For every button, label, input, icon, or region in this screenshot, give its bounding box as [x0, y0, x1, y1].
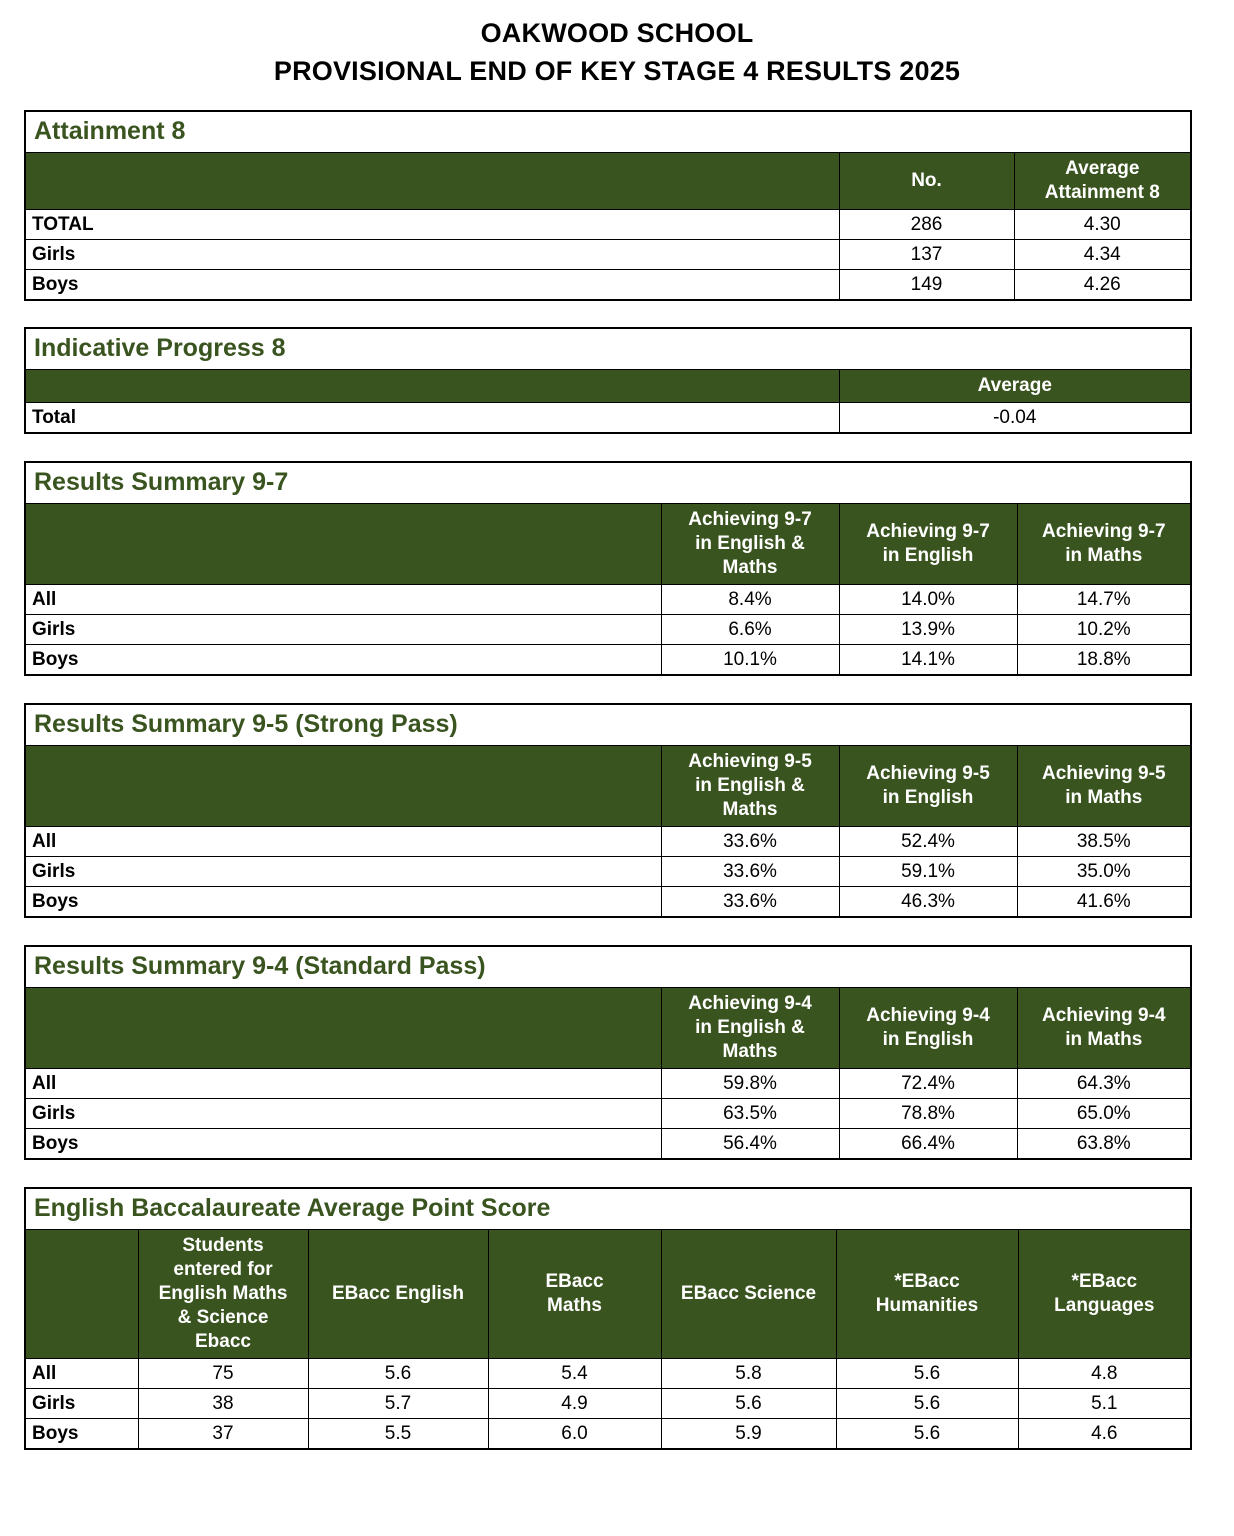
header-line-2: Languages [1054, 1295, 1155, 1316]
row-value-english: 46.3% [839, 887, 1017, 918]
row-value-maths: 10.2% [1017, 615, 1191, 645]
row-value-maths: 64.3% [1017, 1069, 1191, 1099]
header-line-1: Achieving 9-7 [688, 509, 812, 530]
spacer [0, 434, 1234, 461]
row-value-english-maths: 63.5% [661, 1099, 839, 1129]
results-summary-9-5-section-title-row [25, 704, 1191, 746]
row-value-languages: 4.6 [1018, 1419, 1191, 1450]
header-achieving-english [839, 988, 1017, 1069]
table-row [25, 857, 1191, 887]
attainment-8-block [24, 110, 1190, 301]
results-summary-9-7-table [24, 461, 1192, 676]
row-label: Boys [25, 887, 661, 918]
row-value-english: 5.7 [308, 1389, 488, 1419]
header-line-2: in Maths [1065, 545, 1143, 566]
row-label: Total [25, 403, 839, 434]
table-row [25, 827, 1191, 857]
attainment-8-header-average-line-1: Average [1065, 158, 1140, 179]
table-row [25, 1359, 1191, 1389]
header-line-1: Achieving 9-4 [688, 993, 812, 1014]
header-line-1: Achieving 9-4 [1041, 1005, 1166, 1026]
ebacc-block [24, 1187, 1190, 1450]
ebacc-table [24, 1187, 1192, 1450]
header-line-2: in English [882, 545, 974, 566]
header-achieving-english-maths [661, 988, 839, 1069]
attainment-8-header-blank [25, 153, 839, 210]
row-label: Girls [25, 240, 839, 270]
header-students-entered [138, 1230, 308, 1359]
table-row [25, 1069, 1191, 1099]
row-value-english-maths: 56.4% [661, 1129, 839, 1160]
row-value-english: 5.6 [308, 1359, 488, 1389]
row-value-science: 5.9 [661, 1419, 836, 1450]
results-summary-9-7-block [24, 461, 1190, 676]
header-line-1: Achieving 9-4 [866, 1005, 990, 1026]
row-value-english: 14.1% [839, 645, 1017, 676]
header-line-3: Maths [722, 799, 778, 820]
results-summary-9-5-header-row [25, 746, 1191, 827]
row-label: Girls [25, 1389, 138, 1419]
header-line-1: Achieving 9-7 [1041, 521, 1166, 542]
row-value-english-maths: 10.1% [661, 645, 839, 676]
attainment-8-table [24, 110, 1192, 301]
row-value-maths: 41.6% [1017, 887, 1191, 918]
row-value-maths: 18.8% [1017, 645, 1191, 676]
row-value-maths: 6.0 [488, 1419, 661, 1450]
header-line-1: Achieving 9-5 [688, 751, 812, 772]
row-value-maths: 65.0% [1017, 1099, 1191, 1129]
progress-8-header-average: Average [839, 370, 1191, 403]
row-value-students: 38 [138, 1389, 308, 1419]
ebacc-header-blank [25, 1230, 138, 1359]
row-value-english: 59.1% [839, 857, 1017, 887]
row-value-maths: 4.9 [488, 1389, 661, 1419]
spacer [0, 1160, 1234, 1187]
row-value-english-maths: 6.6% [661, 615, 839, 645]
row-value-no: 149 [839, 270, 1014, 301]
header-achieving-maths [1017, 504, 1191, 585]
ebacc-section-title-row [25, 1188, 1191, 1230]
row-value-maths: 38.5% [1017, 827, 1191, 857]
row-label: Girls [25, 857, 661, 887]
header-line-1: Achieving 9-7 [866, 521, 990, 542]
header-line-2: in English [882, 787, 974, 808]
header-ebacc-english: EBacc English [308, 1230, 488, 1359]
header-achieving-english [839, 746, 1017, 827]
table-row [25, 615, 1191, 645]
row-value-english: 13.9% [839, 615, 1017, 645]
progress-8-block [24, 327, 1190, 434]
header-ebacc-maths [488, 1230, 661, 1359]
results-summary-9-4-header-row [25, 988, 1191, 1069]
ebacc-section-title: English Baccalaureate Average Point Score [25, 1188, 1191, 1230]
header-line-5: Ebacc [195, 1331, 251, 1352]
table-row [25, 645, 1191, 676]
row-label: Girls [25, 615, 661, 645]
row-label: Boys [25, 1129, 661, 1160]
table-row [25, 240, 1191, 270]
header-line-2: in English [882, 1029, 974, 1050]
header-achieving-english [839, 504, 1017, 585]
row-value-humanities: 5.6 [836, 1389, 1018, 1419]
row-value-science: 5.8 [661, 1359, 836, 1389]
row-value-average: 4.34 [1014, 240, 1191, 270]
attainment-8-header-row [25, 153, 1191, 210]
row-value-students: 37 [138, 1419, 308, 1450]
header-line-2: entered for [173, 1259, 273, 1280]
results-summary-9-7-header-blank [25, 504, 661, 585]
page-title-line-1: OAKWOOD SCHOOL [480, 18, 754, 48]
spacer [0, 918, 1234, 945]
row-value-english: 66.4% [839, 1129, 1017, 1160]
results-summary-9-5-table [24, 703, 1192, 918]
row-value-languages: 4.8 [1018, 1359, 1191, 1389]
header-line-2: in English & [695, 775, 805, 796]
results-summary-9-4-section-title-row [25, 946, 1191, 988]
row-value-maths: 5.4 [488, 1359, 661, 1389]
header-line-1: *EBacc [894, 1271, 960, 1292]
progress-8-header-blank [25, 370, 839, 403]
results-summary-9-5-section-title: Results Summary 9-5 (Strong Pass) [25, 704, 1191, 746]
attainment-8-header-average-line-2: Attainment 8 [1044, 182, 1160, 203]
row-value-english: 78.8% [839, 1099, 1017, 1129]
row-value-average: -0.04 [839, 403, 1191, 434]
table-row [25, 1389, 1191, 1419]
row-value-english-maths: 59.8% [661, 1069, 839, 1099]
row-label: TOTAL [25, 210, 839, 240]
progress-8-section-title-row [25, 328, 1191, 370]
spacer [0, 301, 1234, 327]
row-value-humanities: 5.6 [836, 1359, 1018, 1389]
row-value-average: 4.30 [1014, 210, 1191, 240]
row-value-students: 75 [138, 1359, 308, 1389]
results-summary-9-5-header-blank [25, 746, 661, 827]
row-value-average: 4.26 [1014, 270, 1191, 301]
results-summary-9-4-block [24, 945, 1190, 1160]
header-line-2: in English & [695, 1017, 805, 1038]
header-achieving-maths [1017, 988, 1191, 1069]
row-label: Girls [25, 1099, 661, 1129]
row-value-maths: 14.7% [1017, 585, 1191, 615]
results-summary-9-4-table [24, 945, 1192, 1160]
table-row [25, 1129, 1191, 1160]
table-row [25, 403, 1191, 434]
header-line-1: *EBacc [1071, 1271, 1138, 1292]
header-line-4: & Science [177, 1307, 269, 1328]
header-line-2: in Maths [1065, 787, 1143, 808]
row-value-science: 5.6 [661, 1389, 836, 1419]
page-title-line-2: PROVISIONAL END OF KEY STAGE 4 RESULTS 2025 [273, 56, 961, 86]
header-line-2: Humanities [875, 1295, 979, 1316]
table-row [25, 210, 1191, 240]
row-value-english-maths: 33.6% [661, 887, 839, 918]
row-value-english: 52.4% [839, 827, 1017, 857]
spacer [0, 676, 1234, 703]
header-achieving-english-maths [661, 746, 839, 827]
row-label: All [25, 585, 661, 615]
row-value-english-maths: 8.4% [661, 585, 839, 615]
progress-8-header-row [25, 370, 1191, 403]
header-line-2: in English & [695, 533, 805, 554]
row-label: Boys [25, 270, 839, 301]
results-summary-9-7-header-row [25, 504, 1191, 585]
attainment-8-header-no: No. [839, 153, 1014, 210]
row-value-english: 14.0% [839, 585, 1017, 615]
page-title [0, 0, 1234, 90]
row-value-no: 286 [839, 210, 1014, 240]
header-ebacc-languages [1018, 1230, 1191, 1359]
table-row [25, 887, 1191, 918]
row-label: Boys [25, 645, 661, 676]
results-summary-9-7-section-title-row [25, 462, 1191, 504]
row-value-english-maths: 33.6% [661, 827, 839, 857]
row-value-maths: 35.0% [1017, 857, 1191, 887]
header-line-1: Students [182, 1235, 264, 1256]
row-value-humanities: 5.6 [836, 1419, 1018, 1450]
results-summary-9-5-block [24, 703, 1190, 918]
results-summary-9-4-header-blank [25, 988, 661, 1069]
header-line-3: English Maths [158, 1283, 288, 1304]
row-label: Boys [25, 1419, 138, 1450]
attainment-8-section-title-row [25, 111, 1191, 153]
row-value-english: 5.5 [308, 1419, 488, 1450]
header-line-3: Maths [722, 557, 778, 578]
header-line-2: Maths [547, 1295, 602, 1316]
row-value-english-maths: 33.6% [661, 857, 839, 887]
table-row [25, 270, 1191, 301]
row-value-maths: 63.8% [1017, 1129, 1191, 1160]
spacer [0, 90, 1234, 110]
header-line-1: EBacc [545, 1271, 604, 1292]
results-summary-9-4-section-title: Results Summary 9-4 (Standard Pass) [25, 946, 1191, 988]
header-line-3: Maths [722, 1041, 778, 1062]
table-row [25, 585, 1191, 615]
header-line-2: in Maths [1065, 1029, 1143, 1050]
header-ebacc-science: EBacc Science [661, 1230, 836, 1359]
progress-8-section-title: Indicative Progress 8 [25, 328, 1191, 370]
row-label: All [25, 1069, 661, 1099]
table-row [25, 1099, 1191, 1129]
row-value-english: 72.4% [839, 1069, 1017, 1099]
table-row [25, 1419, 1191, 1450]
row-value-languages: 5.1 [1018, 1389, 1191, 1419]
header-line-1: Achieving 9-5 [866, 763, 990, 784]
results-summary-9-7-section-title: Results Summary 9-7 [25, 462, 1191, 504]
header-achieving-english-maths [661, 504, 839, 585]
header-ebacc-humanities [836, 1230, 1018, 1359]
ebacc-header-row [25, 1230, 1191, 1359]
attainment-8-header-average [1014, 153, 1191, 210]
row-label: All [25, 827, 661, 857]
attainment-8-section-title: Attainment 8 [25, 111, 1191, 153]
header-achieving-maths [1017, 746, 1191, 827]
progress-8-table [24, 327, 1192, 434]
row-value-no: 137 [839, 240, 1014, 270]
row-label: All [25, 1359, 138, 1389]
header-line-1: Achieving 9-5 [1041, 763, 1166, 784]
